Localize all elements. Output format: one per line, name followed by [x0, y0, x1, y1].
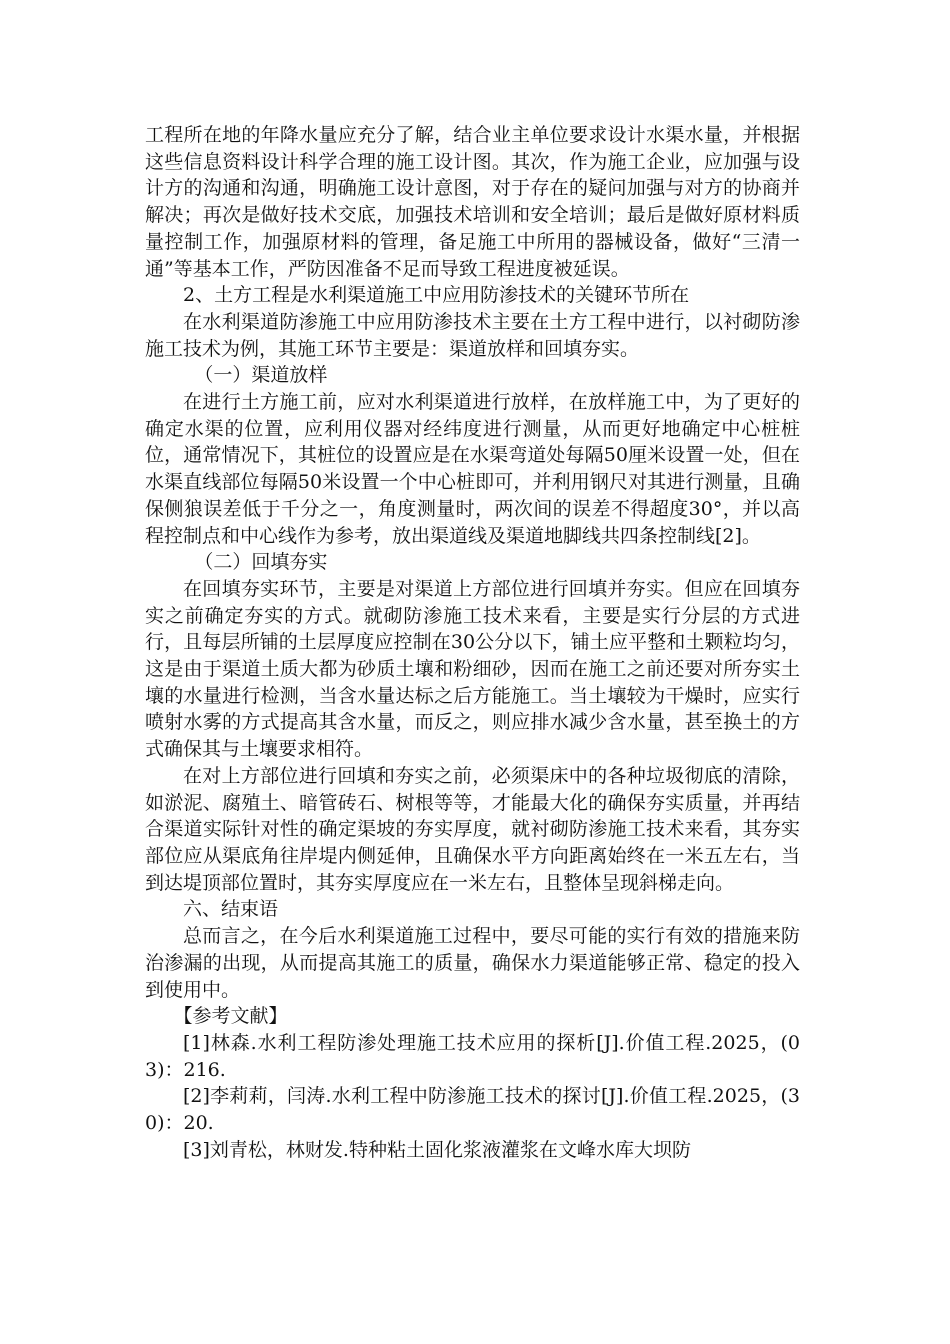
section-2-intro: 在水利渠道防渗施工中应用防渗技术主要在土方工程中进行，以衬砌防渗施工技术为例，其施工环节主要是：渠道放样和回填夯实。 [145, 310, 800, 360]
section-2-heading: 2、土方工程是水利渠道施工中应用防渗技术的关键环节所在 [183, 284, 690, 307]
reference-item: [3]刘青松，林财发.特种粘土固化浆液灌浆在文峰水库大坝防 [183, 1138, 691, 1161]
subsection-2-heading: （二）回填夯实 [194, 551, 328, 574]
reference-item: [1]林森.水利工程防渗处理施工技术应用的探析[J].价值工程.2025，(03)：216. [145, 1031, 800, 1081]
conclusion-paragraph: 总而言之，在今后水利渠道施工过程中，要尽可能的实行有效的措施来防治渗漏的出现，从而提高其施工的质量，确保水力渠道能够正常、稳定的投入到使用中。 [145, 925, 800, 1001]
subsection-2-body-2: 在对上方部位进行回填和夯实之前，必须渠床中的各种垃圾彻底的清除，如淤泥、腐殖土、暗管砖石、树根等等，才能最大化的确保夯实质量，并再结合渠道实际针对性的确定渠坡的夯实厚度，就衬砌防渗施工技术来看，其夯实部位应从渠底角往岸堤内侧延伸，且确保水平方向距离始终在一米五左右，当到达堤顶部位置时，其夯实厚度应在一米左右，且整体呈现斜梯走向。 [145, 764, 800, 894]
reference-item: [2]李莉莉，闫涛.水利工程中防渗施工技术的探讨[J].价值工程.2025，(30)：20. [145, 1085, 800, 1135]
subsection-2-body-1: 在回填夯实环节，主要是对渠道上方部位进行回填并夯实。但应在回填夯实之前确定夯实的方式。就砌防渗施工技术来看，主要是实行分层的方式进行，且每层所铺的土层厚度应控制在30公分以下，铺土应平整和土颗粒均匀，这是由于渠道土质大都为砂质土壤和粉细砂，因而在施工之前还要对所夯实土壤的水量进行检测，当含水量达标之后方能施工。当土壤较为干燥时，应实行喷射水雾的方式提高其含水量，而反之，则应排水减少含水量，甚至换土的方式确保其与土壤要求相符。 [145, 577, 800, 761]
paragraph-continued: 工程所在地的年降水量应充分了解，结合业主单位要求设计水渠水量，并根据这些信息资料设计科学合理的施工设计图。其次，作为施工企业，应加强与设计方的沟通和沟通，明确施工设计意图，对于存在的疑问加强与对方的协商并解决；再次是做好技术交底，加强技术培训和安全培训；最后是做好原材料质量控制工作，加强原材料的管理，备足施工中所用的器械设备，做好“三清一通”等基本工作，严防因准备不足而导致工程进度被延误。 [145, 124, 800, 280]
section-6-heading: 六、结束语 [183, 898, 279, 921]
subsection-1-body: 在进行土方施工前，应对水利渠道进行放样，在放样施工中，为了更好的确定水渠的位置，应利用仪器对经纬度进行测量，从而更好地确定中心桩桩位，通常情况下，其桩位的设置应是在水渠弯道处每隔50厘米设置一处，但在水渠直线部位每隔50米设置一个中心桩即可，并利用钢尺对其进行测量，且确保侧狼误差低于千分之一，角度测量时，两次间的误差不得超度30°，并以高程控制点和中心线作为参考，放出渠道线及渠道地脚线共四条控制线[2]。 [145, 391, 800, 547]
document-page [145, 122, 800, 1163]
subsection-1-heading: （一）渠道放样 [194, 364, 328, 387]
references-heading: 【参考文献】 [173, 1005, 288, 1028]
